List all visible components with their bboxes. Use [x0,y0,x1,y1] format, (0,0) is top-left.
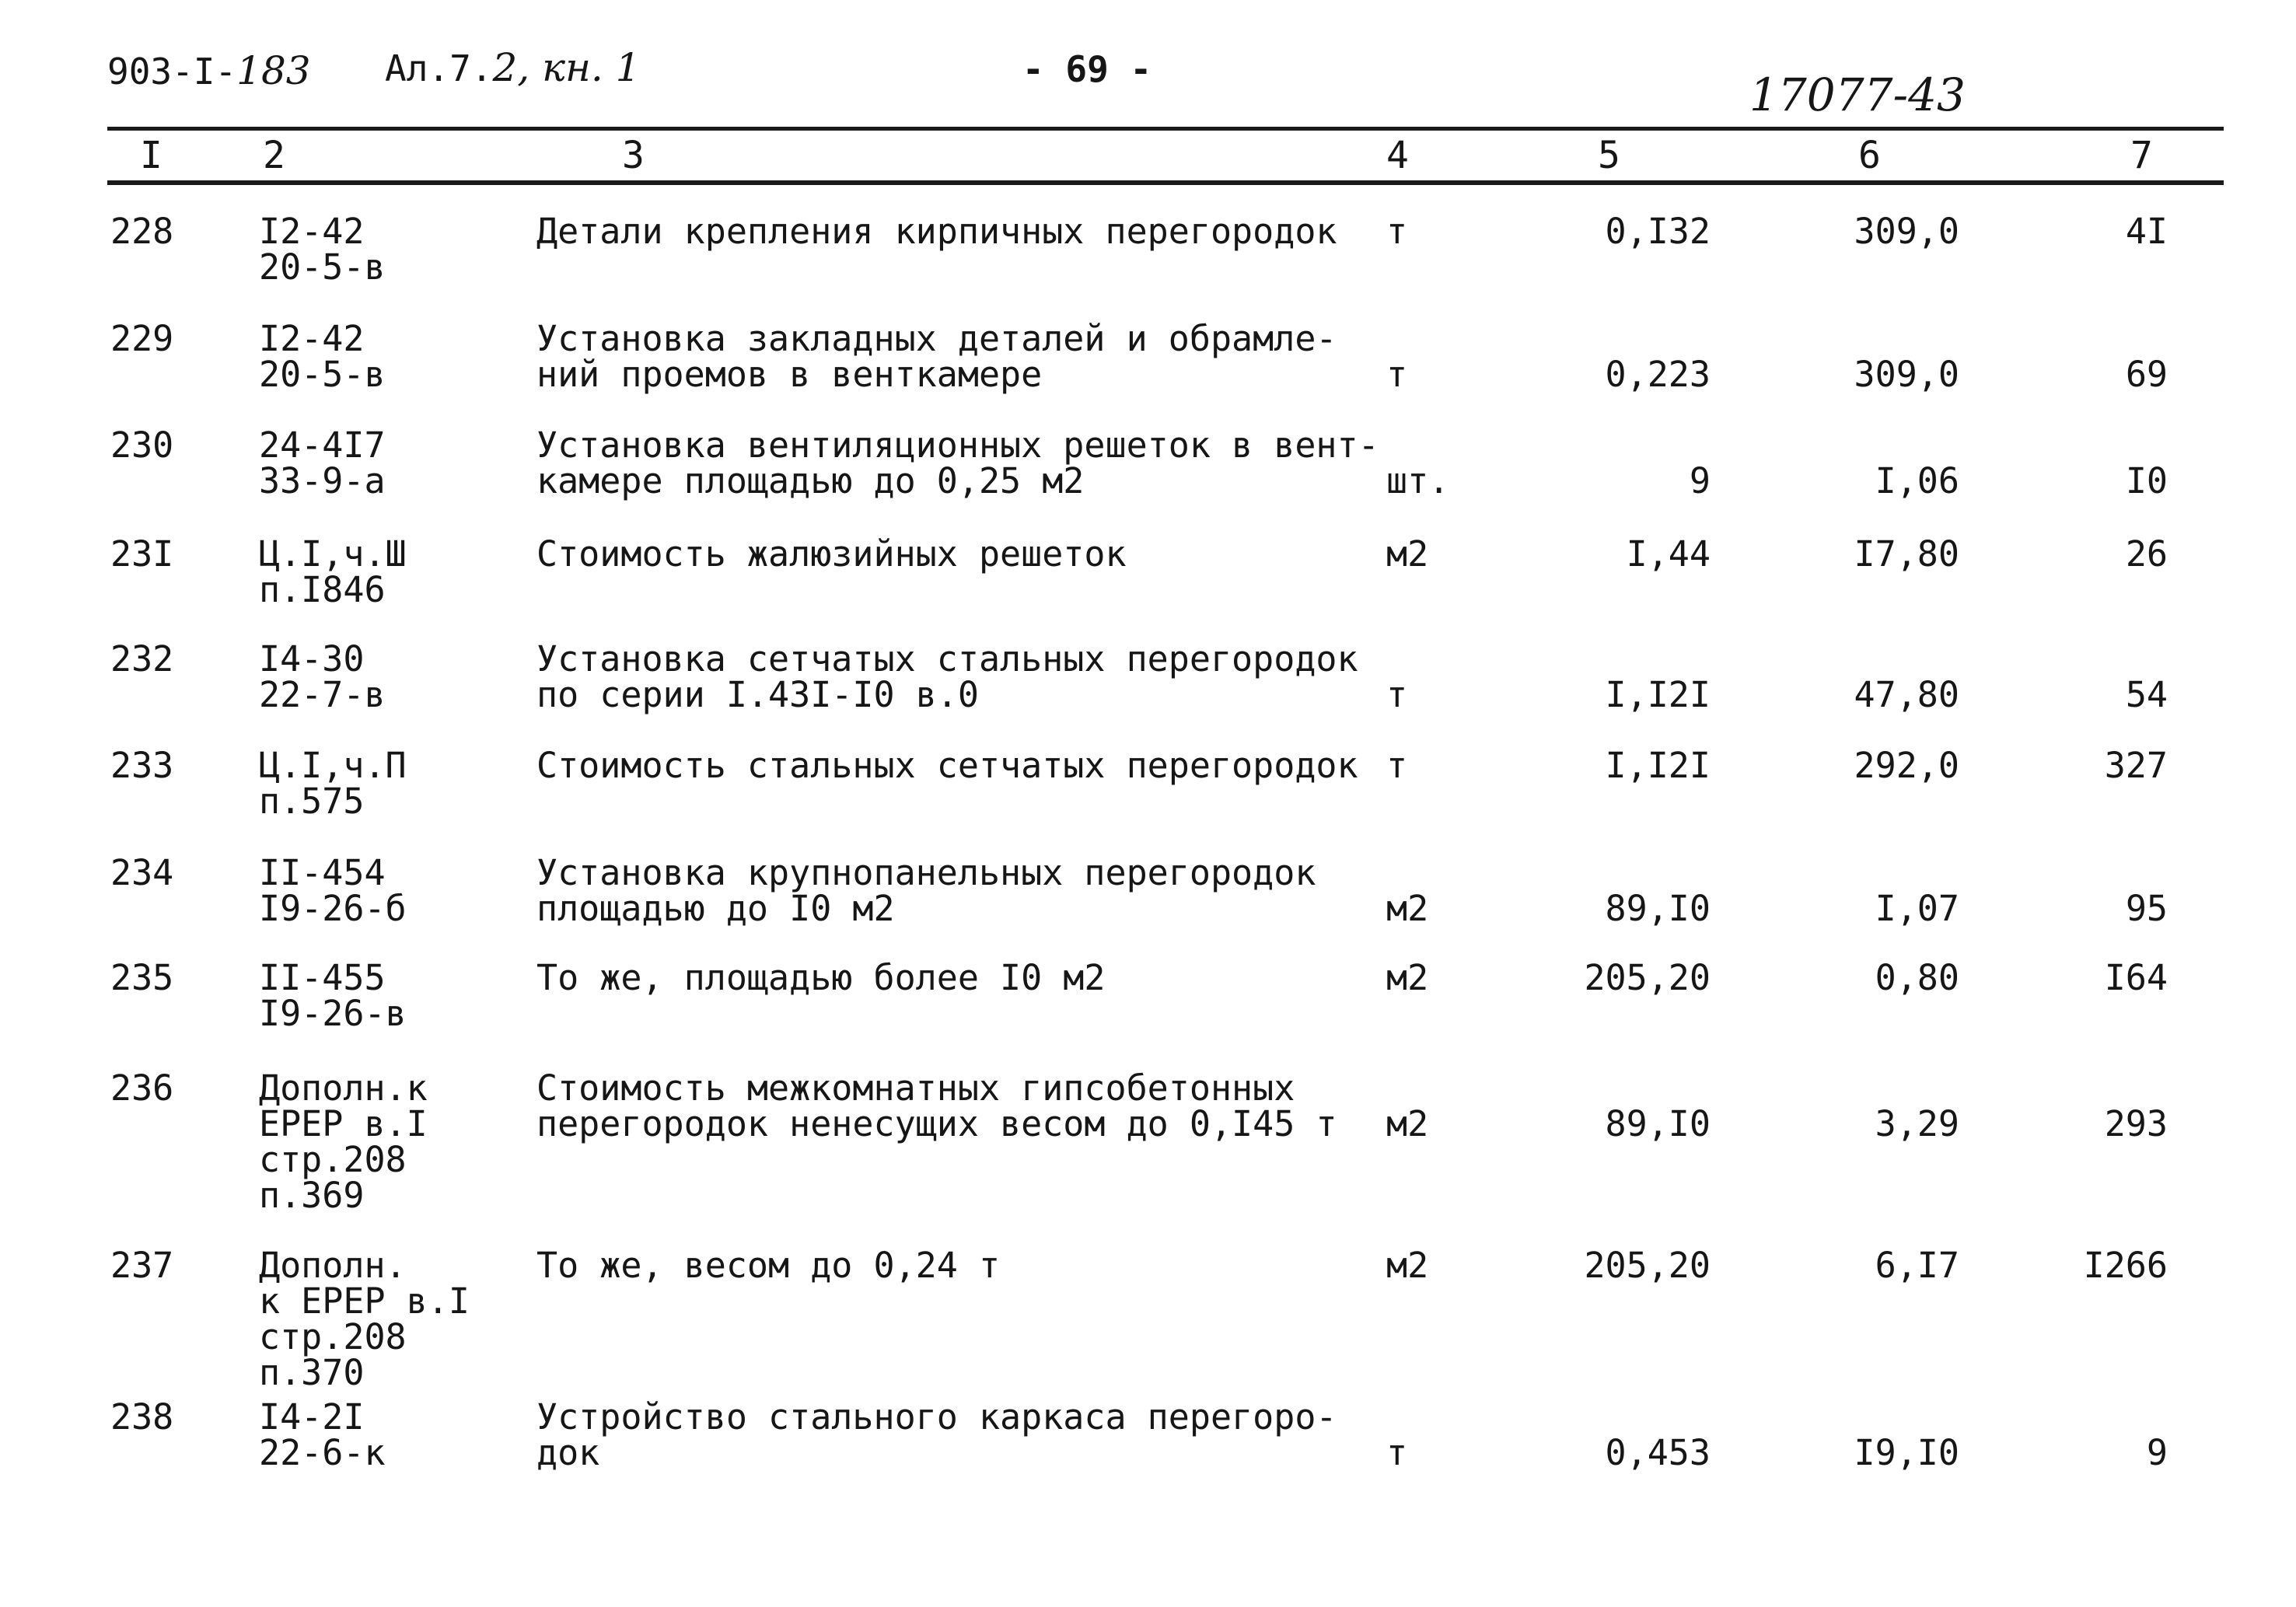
unit-price-value: I7,80 [1854,533,1959,575]
norm-code-line: 22-7-в [259,674,386,715]
total-cost-value: 69 [2125,354,2168,395]
archive-stamp-number: 17077-43 [1749,68,1966,121]
unit-of-measure: т [1386,674,1408,715]
table-top-rule [107,127,2224,131]
row-number: 238 [110,1396,174,1438]
total-cost-value: 327 [2104,745,2168,786]
work-description-line: док [536,1432,600,1473]
work-description-line: Стоимость жалюзийных решеток [536,533,1127,575]
unit-of-measure: т [1386,1432,1408,1473]
row-number: 234 [110,852,174,893]
total-cost-value: I266 [2083,1245,2168,1286]
column-header-1: I [140,134,163,177]
page-number: - 69 - [1022,48,1152,90]
norm-code-line: п.369 [259,1175,365,1216]
quantity-value: I,I2I [1605,745,1711,786]
norm-code-line: стр.208 [259,1139,407,1180]
unit-of-measure: м2 [1386,957,1429,998]
norm-code-line: п.575 [259,781,365,822]
quantity-value: 205,20 [1584,1245,1711,1286]
unit-price-value: 0,80 [1875,957,1959,998]
unit-price-value: I,06 [1875,460,1959,501]
column-header-5: 5 [1598,134,1620,177]
unit-of-measure: м2 [1386,1245,1429,1286]
work-description-line: ний проемов в венткамере [536,354,1043,395]
norm-code-line: 20-5-в [259,246,386,288]
unit-of-measure: т [1386,354,1408,395]
work-description-line: То же, весом до 0,24 т [536,1245,1001,1286]
quantity-value: 89,I0 [1605,888,1711,929]
norm-code-line: п.370 [259,1352,365,1393]
quantity-value: I,I2I [1605,674,1711,715]
unit-price-value: 3,29 [1875,1103,1959,1144]
work-description-line: Устройство стального каркаса перегоро- [536,1396,1337,1438]
norm-code-line: I4-2I [259,1396,365,1438]
document-code-printed: 903-I- [107,51,237,93]
total-cost-value: 9 [2146,1432,2168,1473]
work-description-line: Установка сетчатых стальных перегородок [536,638,1358,679]
norm-code-line: I4-30 [259,638,365,679]
norm-code-line: I2-42 [259,211,365,252]
norm-code-line: стр.208 [259,1316,407,1357]
column-header-3: 3 [622,134,645,177]
column-header-4: 4 [1386,134,1409,177]
work-description-line: перегородок ненесущих весом до 0,I45 т [536,1103,1337,1144]
work-description-line: по серии I.43I-I0 в.0 [536,674,979,715]
norm-code-line: Дополн. [259,1245,407,1286]
unit-of-measure: т [1386,745,1408,786]
document-code-handwritten: 183 [236,48,311,93]
row-number: 232 [110,638,174,679]
norm-code-line: 20-5-в [259,354,386,395]
norm-code-line: Дополн.к [259,1067,428,1109]
total-cost-value: 26 [2125,533,2168,575]
total-cost-value: I0 [2125,460,2168,501]
norm-code-line: II-455 [259,957,386,998]
work-description-line: камере площадью до 0,25 м2 [536,460,1085,501]
unit-price-value: 47,80 [1854,674,1959,715]
norm-code-line: Ц.I,ч.Ш [259,533,407,575]
norm-code-line: 24-4I7 [259,424,386,466]
row-number: 235 [110,957,174,998]
quantity-value: I,44 [1626,533,1711,575]
total-cost-value: 54 [2125,674,2168,715]
norm-code-line: 22-6-к [259,1432,386,1473]
table-header-rule [107,180,2224,185]
unit-price-value: I,07 [1875,888,1959,929]
total-cost-value: 293 [2104,1103,2168,1144]
norm-code-line: 33-9-а [259,460,386,501]
norm-code-line: к ЕРЕР в.I [259,1280,470,1322]
norm-code-line: I9-26-в [259,993,407,1034]
column-header-7: 7 [2130,134,2153,177]
norm-code-line: I9-26-б [259,888,407,929]
quantity-value: 9 [1689,460,1711,501]
total-cost-value: 4I [2125,211,2168,252]
quantity-value: 0,I32 [1605,211,1711,252]
quantity-value: 89,I0 [1605,1103,1711,1144]
unit-price-value: 292,0 [1854,745,1959,786]
quantity-value: 0,453 [1605,1432,1711,1473]
row-number: 233 [110,745,174,786]
unit-price-value: 309,0 [1854,211,1959,252]
total-cost-value: I64 [2104,957,2168,998]
work-description-line: Стоимость стальных сетчатых перегородок [536,745,1358,786]
row-number: 229 [110,318,174,359]
norm-code-line: I2-42 [259,318,365,359]
album-reference-handwritten: 2, кн. 1 [492,45,641,90]
row-number: 23I [110,533,174,575]
row-number: 228 [110,211,174,252]
total-cost-value: 95 [2125,888,2168,929]
work-description-line: Установка закладных деталей и обрамле- [536,318,1337,359]
work-description-line: площадью до I0 м2 [536,888,895,929]
column-header-6: 6 [1858,134,1881,177]
norm-code-line: Ц.I,ч.П [259,745,407,786]
document-code [107,48,311,93]
norm-code-line: ЕРЕР в.I [259,1103,428,1144]
unit-price-value: 309,0 [1854,354,1959,395]
norm-code-line: II-454 [259,852,386,893]
unit-of-measure: шт. [1386,460,1450,501]
work-description-line: Установка крупнопанельных перегородок [536,852,1316,893]
unit-price-value: I9,I0 [1854,1432,1959,1473]
column-header-2: 2 [263,134,285,177]
quantity-value: 205,20 [1584,957,1711,998]
row-number: 237 [110,1245,174,1286]
work-description-line: Детали крепления кирпичных перегородок [536,211,1337,252]
unit-of-measure: м2 [1386,888,1429,929]
norm-code-line: п.I846 [259,569,386,610]
row-number: 236 [110,1067,174,1109]
unit-price-value: 6,I7 [1875,1245,1959,1286]
work-description-line: Установка вентиляционных решеток в вент- [536,424,1379,466]
unit-of-measure: м2 [1386,1103,1429,1144]
album-reference [385,45,640,90]
unit-of-measure: т [1386,211,1408,252]
quantity-value: 0,223 [1605,354,1711,395]
work-description-line: То же, площадью более I0 м2 [536,957,1106,998]
row-number: 230 [110,424,174,466]
album-reference-printed: Ал.7. [385,47,493,89]
unit-of-measure: м2 [1386,533,1429,575]
work-description-line: Стоимость межкомнатных гипсобетонных [536,1067,1295,1109]
